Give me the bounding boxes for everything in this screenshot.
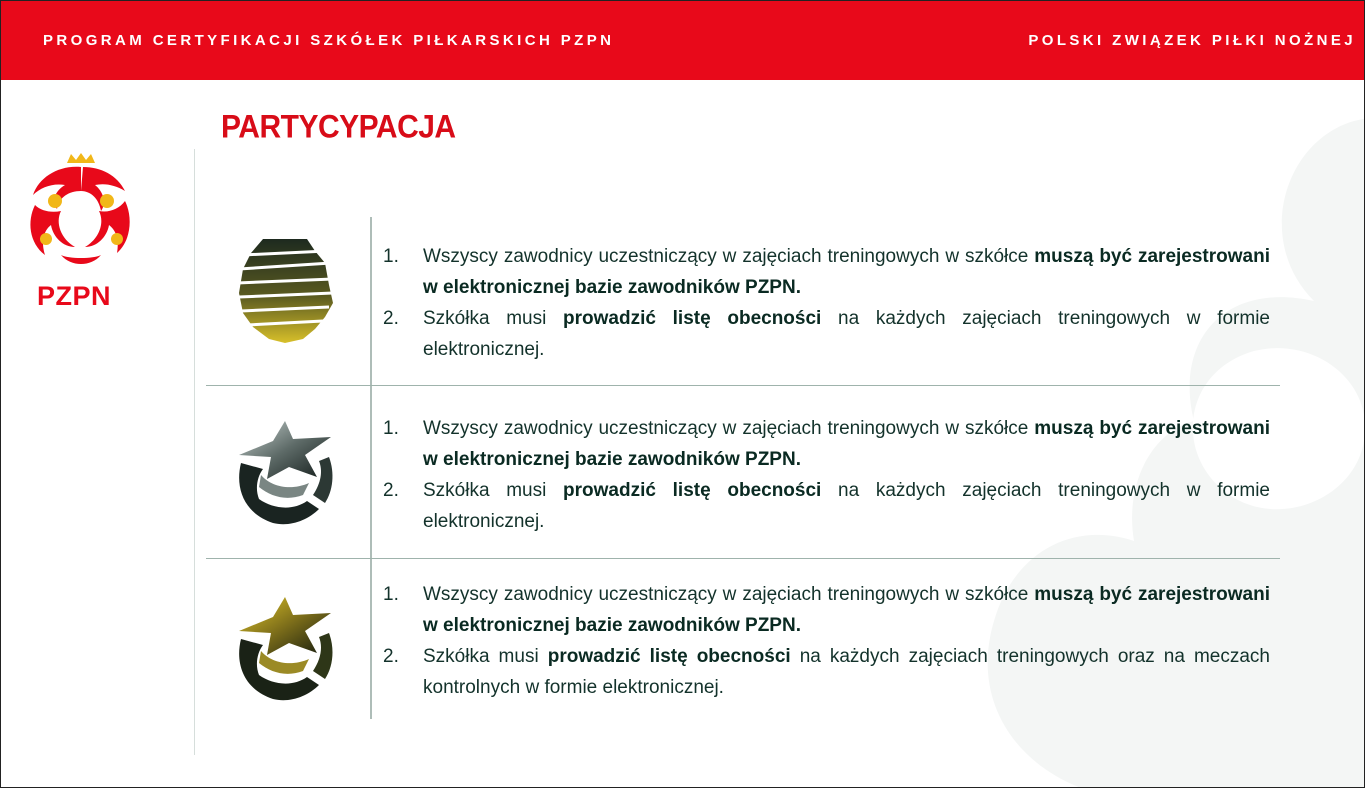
- item-text: Wszyscy zawodnicy uczestniczący w zajęciach treningowych w szkółce: [423, 246, 1035, 267]
- list-number: 1.: [383, 418, 399, 439]
- item-bold-text: prowadzić listę obecności: [563, 308, 822, 329]
- sidebar-divider: [194, 149, 195, 755]
- item-text: Szkółka musi: [423, 646, 548, 667]
- section-list: [381, 241, 1270, 365]
- badge-column-divider: [370, 217, 372, 719]
- page-title: PARTYCYPACJA: [221, 109, 456, 146]
- list-number: 1.: [383, 246, 399, 267]
- list-item: [381, 303, 1270, 365]
- header-bar: [1, 1, 1364, 80]
- list-number: 2.: [383, 480, 399, 501]
- section-list: [381, 579, 1270, 703]
- item-text-end: na każdych zajęciach treningowych oraz na meczach kontrolnych w formie elektronicznej.: [423, 646, 1271, 698]
- item-bold-text: muszą być zarejestrowani w elektronicznej bazie zawodników PZPN.: [423, 246, 1270, 298]
- item-text: Szkółka musi: [423, 480, 564, 501]
- item-bold-text: muszą być zarejestrowani w elektronicznej bazie zawodników PZPN.: [423, 584, 1270, 636]
- list-item: [381, 641, 1270, 703]
- item-text: Szkółka musi: [423, 308, 564, 329]
- list-item: [381, 475, 1270, 537]
- list-item: [381, 413, 1270, 475]
- gold-cone-badge-icon: [233, 233, 337, 345]
- list-number: 2.: [383, 646, 399, 667]
- gold-star-badge-icon: [233, 593, 337, 705]
- logo-text: PZPN: [37, 281, 112, 311]
- header-program-title: PROGRAM CERTYFIKACJI SZKÓŁEK PIŁKARSKICH PZPN: [43, 32, 615, 49]
- item-text: Wszyscy zawodnicy uczestniczący w zajęciach treningowych w szkółce: [423, 418, 1035, 439]
- section-divider: [206, 385, 1280, 386]
- item-text: Wszyscy zawodnicy uczestniczący w zajęciach treningowych w szkółce: [423, 584, 1035, 605]
- section-list: [381, 413, 1270, 537]
- item-bold-text: prowadzić listę obecności: [547, 646, 791, 667]
- header-organization-name: POLSKI ZWIĄZEK PIŁKI NOŻNEJ: [1028, 32, 1356, 49]
- list-number: 1.: [383, 584, 399, 605]
- list-item: [381, 579, 1270, 641]
- item-text-end: na każdych zajęciach treningowych w formie elektronicznej.: [423, 308, 1270, 360]
- item-bold-text: prowadzić listę obecności: [563, 480, 822, 501]
- silver-star-badge-icon: [233, 417, 337, 529]
- list-item: [381, 241, 1270, 303]
- section-divider: [206, 558, 1280, 559]
- list-number: 2.: [383, 308, 399, 329]
- item-bold-text: muszą być zarejestrowani w elektronicznej bazie zawodników PZPN.: [423, 418, 1270, 470]
- item-text-end: na każdych zajęciach treningowych w formie elektronicznej.: [423, 480, 1270, 532]
